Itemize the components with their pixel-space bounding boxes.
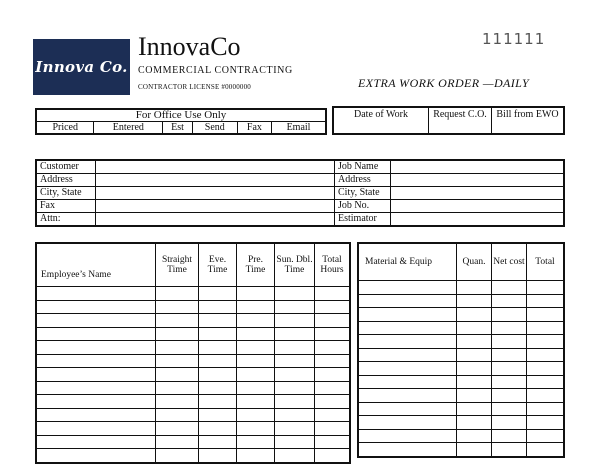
labor-cell[interactable] <box>199 435 237 449</box>
job-number-input[interactable] <box>391 200 565 213</box>
customer-job-table <box>35 159 565 227</box>
customer-fax-input[interactable] <box>96 200 335 213</box>
customer-city-state-input[interactable] <box>96 187 335 200</box>
customer-input[interactable] <box>96 160 335 174</box>
labor-cell[interactable] <box>237 300 275 314</box>
office-use-title: For Office Use Only <box>36 109 326 122</box>
material-cell[interactable] <box>492 335 527 349</box>
estimator-label: Estimator <box>335 213 391 227</box>
labor-cell[interactable] <box>275 314 315 328</box>
labor-cell[interactable] <box>199 341 237 355</box>
labor-cell[interactable] <box>275 287 315 301</box>
labor-cell[interactable] <box>156 354 199 368</box>
form-serial-number: 111111 <box>482 30 546 48</box>
labor-row <box>36 408 350 422</box>
material-cell[interactable] <box>492 294 527 308</box>
job-name-input[interactable] <box>391 160 565 174</box>
labor-cell[interactable] <box>199 327 237 341</box>
material-row <box>358 362 564 376</box>
labor-cell[interactable] <box>156 300 199 314</box>
material-cell[interactable] <box>492 281 527 295</box>
labor-cell[interactable] <box>237 368 275 382</box>
material-cell[interactable] <box>492 308 527 322</box>
material-cell[interactable] <box>492 375 527 389</box>
labor-cell[interactable] <box>156 314 199 328</box>
material-row <box>358 389 564 403</box>
labor-row <box>36 300 350 314</box>
job-city-state-input[interactable] <box>391 187 565 200</box>
labor-cell[interactable] <box>237 354 275 368</box>
work-info-table <box>332 106 565 135</box>
material-cell[interactable] <box>358 294 457 308</box>
material-cell[interactable] <box>457 335 492 349</box>
material-row <box>358 416 564 430</box>
material-equip-header: Material & Equip <box>358 243 457 281</box>
customer-address-label: Address <box>36 174 96 187</box>
labor-cell[interactable] <box>315 287 351 301</box>
labor-cell[interactable] <box>315 368 351 382</box>
pre-time-header: Pre. Time <box>237 243 275 287</box>
labor-table <box>35 242 351 464</box>
labor-cell[interactable] <box>199 422 237 436</box>
material-cell[interactable] <box>527 335 565 349</box>
customer-fax-label: Fax <box>36 200 96 213</box>
customer-label: Customer <box>36 160 96 174</box>
labor-cell[interactable] <box>36 314 156 328</box>
bill-from-ewo-field[interactable]: Bill from EWO <box>492 107 565 134</box>
labor-row <box>36 381 350 395</box>
material-row <box>358 294 564 308</box>
labor-cell[interactable] <box>237 314 275 328</box>
material-cell[interactable] <box>527 294 565 308</box>
labor-cell[interactable] <box>275 381 315 395</box>
labor-cell[interactable] <box>199 395 237 409</box>
labor-cell[interactable] <box>315 341 351 355</box>
labor-cell[interactable] <box>36 422 156 436</box>
material-cell[interactable] <box>527 321 565 335</box>
labor-cell[interactable] <box>36 368 156 382</box>
job-name-label: Job Name <box>335 160 391 174</box>
material-cell[interactable] <box>457 294 492 308</box>
office-use-table <box>35 108 327 135</box>
labor-cell[interactable] <box>315 354 351 368</box>
material-cell[interactable] <box>358 335 457 349</box>
quantity-header: Quan. <box>457 243 492 281</box>
labor-cell[interactable] <box>237 341 275 355</box>
labor-cell[interactable] <box>156 422 199 436</box>
labor-cell[interactable] <box>156 435 199 449</box>
labor-cell[interactable] <box>36 327 156 341</box>
material-cell[interactable] <box>527 402 565 416</box>
labor-cell[interactable] <box>315 435 351 449</box>
material-cell[interactable] <box>527 375 565 389</box>
labor-row <box>36 314 350 328</box>
material-cell[interactable] <box>457 348 492 362</box>
material-cell[interactable] <box>492 402 527 416</box>
labor-row <box>36 354 350 368</box>
estimator-input[interactable] <box>391 213 565 227</box>
material-cell[interactable] <box>527 443 565 457</box>
total-hours-header: Total Hours <box>315 243 351 287</box>
company-logo <box>33 39 130 95</box>
material-row <box>358 335 564 349</box>
labor-cell[interactable] <box>315 395 351 409</box>
material-row <box>358 348 564 362</box>
material-cell[interactable] <box>358 348 457 362</box>
labor-cell[interactable] <box>36 354 156 368</box>
material-cell[interactable] <box>358 362 457 376</box>
date-of-work-field[interactable]: Date of Work <box>333 107 429 134</box>
material-cell[interactable] <box>457 389 492 403</box>
customer-attn-input[interactable] <box>96 213 335 227</box>
labor-cell[interactable] <box>315 422 351 436</box>
labor-cell[interactable] <box>275 368 315 382</box>
material-cell[interactable] <box>457 281 492 295</box>
job-number-label: Job No. <box>335 200 391 213</box>
labor-cell[interactable] <box>275 408 315 422</box>
job-city-state-label: City, State <box>335 187 391 200</box>
material-row <box>358 429 564 443</box>
material-cell[interactable] <box>527 389 565 403</box>
labor-cell[interactable] <box>275 422 315 436</box>
material-cell[interactable] <box>527 362 565 376</box>
labor-row <box>36 327 350 341</box>
material-table <box>357 242 565 458</box>
material-cell[interactable] <box>358 429 457 443</box>
material-cell[interactable] <box>457 362 492 376</box>
contractor-license: CONTRACTOR LICENSE #0000000 <box>138 83 251 91</box>
labor-row <box>36 422 350 436</box>
material-cell[interactable] <box>492 348 527 362</box>
customer-city-state-label: City, State <box>36 187 96 200</box>
labor-cell[interactable] <box>156 327 199 341</box>
form-title: EXTRA WORK ORDER —DAILY <box>358 76 530 90</box>
material-cell[interactable] <box>492 389 527 403</box>
net-cost-header: Net cost <box>492 243 527 281</box>
material-row <box>358 281 564 295</box>
material-row <box>358 375 564 389</box>
office-field-fax[interactable]: Fax <box>237 122 271 135</box>
labor-cell[interactable] <box>36 395 156 409</box>
logo-text: Innova Co. <box>35 58 128 76</box>
material-row <box>358 443 564 457</box>
material-cell[interactable] <box>457 321 492 335</box>
labor-cell[interactable] <box>156 287 199 301</box>
request-co-field[interactable]: Request C.O. <box>429 107 492 134</box>
labor-cell[interactable] <box>237 327 275 341</box>
labor-cell[interactable] <box>36 287 156 301</box>
labor-cell[interactable] <box>275 395 315 409</box>
labor-cell[interactable] <box>156 341 199 355</box>
labor-cell[interactable] <box>315 314 351 328</box>
labor-cell[interactable] <box>156 408 199 422</box>
labor-cell[interactable] <box>315 300 351 314</box>
material-cell[interactable] <box>358 389 457 403</box>
labor-cell[interactable] <box>315 408 351 422</box>
material-cell[interactable] <box>492 362 527 376</box>
material-cell[interactable] <box>457 402 492 416</box>
labor-cell[interactable] <box>156 368 199 382</box>
material-cell[interactable] <box>492 443 527 457</box>
labor-cell[interactable] <box>199 381 237 395</box>
labor-row <box>36 368 350 382</box>
labor-cell[interactable] <box>275 435 315 449</box>
material-cell[interactable] <box>457 308 492 322</box>
labor-cell[interactable] <box>237 422 275 436</box>
office-field-email[interactable]: Email <box>272 122 326 135</box>
material-cell[interactable] <box>457 416 492 430</box>
material-row <box>358 402 564 416</box>
sun-dbl-time-header: Sun. Dbl. Time <box>275 243 315 287</box>
material-cell[interactable] <box>527 308 565 322</box>
material-row <box>358 321 564 335</box>
labor-cell[interactable] <box>199 287 237 301</box>
material-cell[interactable] <box>527 281 565 295</box>
labor-cell[interactable] <box>237 287 275 301</box>
customer-attn-label: Attn: <box>36 213 96 227</box>
material-total-header: Total <box>527 243 565 281</box>
material-cell[interactable] <box>492 416 527 430</box>
office-field-send[interactable]: Send <box>192 122 237 135</box>
labor-cell[interactable] <box>199 368 237 382</box>
material-cell[interactable] <box>457 443 492 457</box>
labor-cell[interactable] <box>275 341 315 355</box>
labor-cell[interactable] <box>315 381 351 395</box>
material-cell[interactable] <box>358 281 457 295</box>
office-field-priced[interactable]: Priced <box>36 122 94 135</box>
customer-address-input[interactable] <box>96 174 335 187</box>
labor-cell[interactable] <box>36 300 156 314</box>
office-field-entered[interactable]: Entered <box>94 122 163 135</box>
company-name: InnovaCo <box>138 32 241 61</box>
labor-cell[interactable] <box>315 327 351 341</box>
labor-cell[interactable] <box>156 395 199 409</box>
labor-cell[interactable] <box>237 435 275 449</box>
office-field-est[interactable]: Est <box>163 122 193 135</box>
material-cell[interactable] <box>358 308 457 322</box>
material-cell[interactable] <box>492 429 527 443</box>
labor-cell[interactable] <box>199 354 237 368</box>
labor-cell[interactable] <box>237 408 275 422</box>
labor-cell[interactable] <box>199 314 237 328</box>
material-cell[interactable] <box>358 416 457 430</box>
material-cell[interactable] <box>358 402 457 416</box>
labor-cell[interactable] <box>199 300 237 314</box>
labor-row <box>36 341 350 355</box>
labor-cell[interactable] <box>36 408 156 422</box>
job-address-input[interactable] <box>391 174 565 187</box>
labor-cell[interactable] <box>275 300 315 314</box>
labor-row <box>36 287 350 301</box>
labor-cell[interactable] <box>199 408 237 422</box>
labor-cell[interactable] <box>237 381 275 395</box>
labor-cell[interactable] <box>36 435 156 449</box>
material-row <box>358 308 564 322</box>
material-cell[interactable] <box>492 321 527 335</box>
material-cell[interactable] <box>527 429 565 443</box>
labor-cell[interactable] <box>36 381 156 395</box>
labor-cell[interactable] <box>237 395 275 409</box>
material-cell[interactable] <box>358 375 457 389</box>
material-cell[interactable] <box>358 443 457 457</box>
eve-time-header: Eve. Time <box>199 243 237 287</box>
labor-cell[interactable] <box>156 381 199 395</box>
employee-name-header: Employee’s Name <box>36 243 156 287</box>
labor-cell[interactable] <box>275 354 315 368</box>
labor-cell[interactable] <box>275 327 315 341</box>
straight-time-header: Straight Time <box>156 243 199 287</box>
labor-row <box>36 395 350 409</box>
labor-row <box>36 435 350 449</box>
job-address-label: Address <box>335 174 391 187</box>
labor-cell[interactable] <box>36 341 156 355</box>
material-cell[interactable] <box>527 348 565 362</box>
material-cell[interactable] <box>457 375 492 389</box>
material-cell[interactable] <box>358 321 457 335</box>
material-cell[interactable] <box>527 416 565 430</box>
material-cell[interactable] <box>457 429 492 443</box>
company-tagline: COMMERCIAL CONTRACTING <box>138 65 293 76</box>
